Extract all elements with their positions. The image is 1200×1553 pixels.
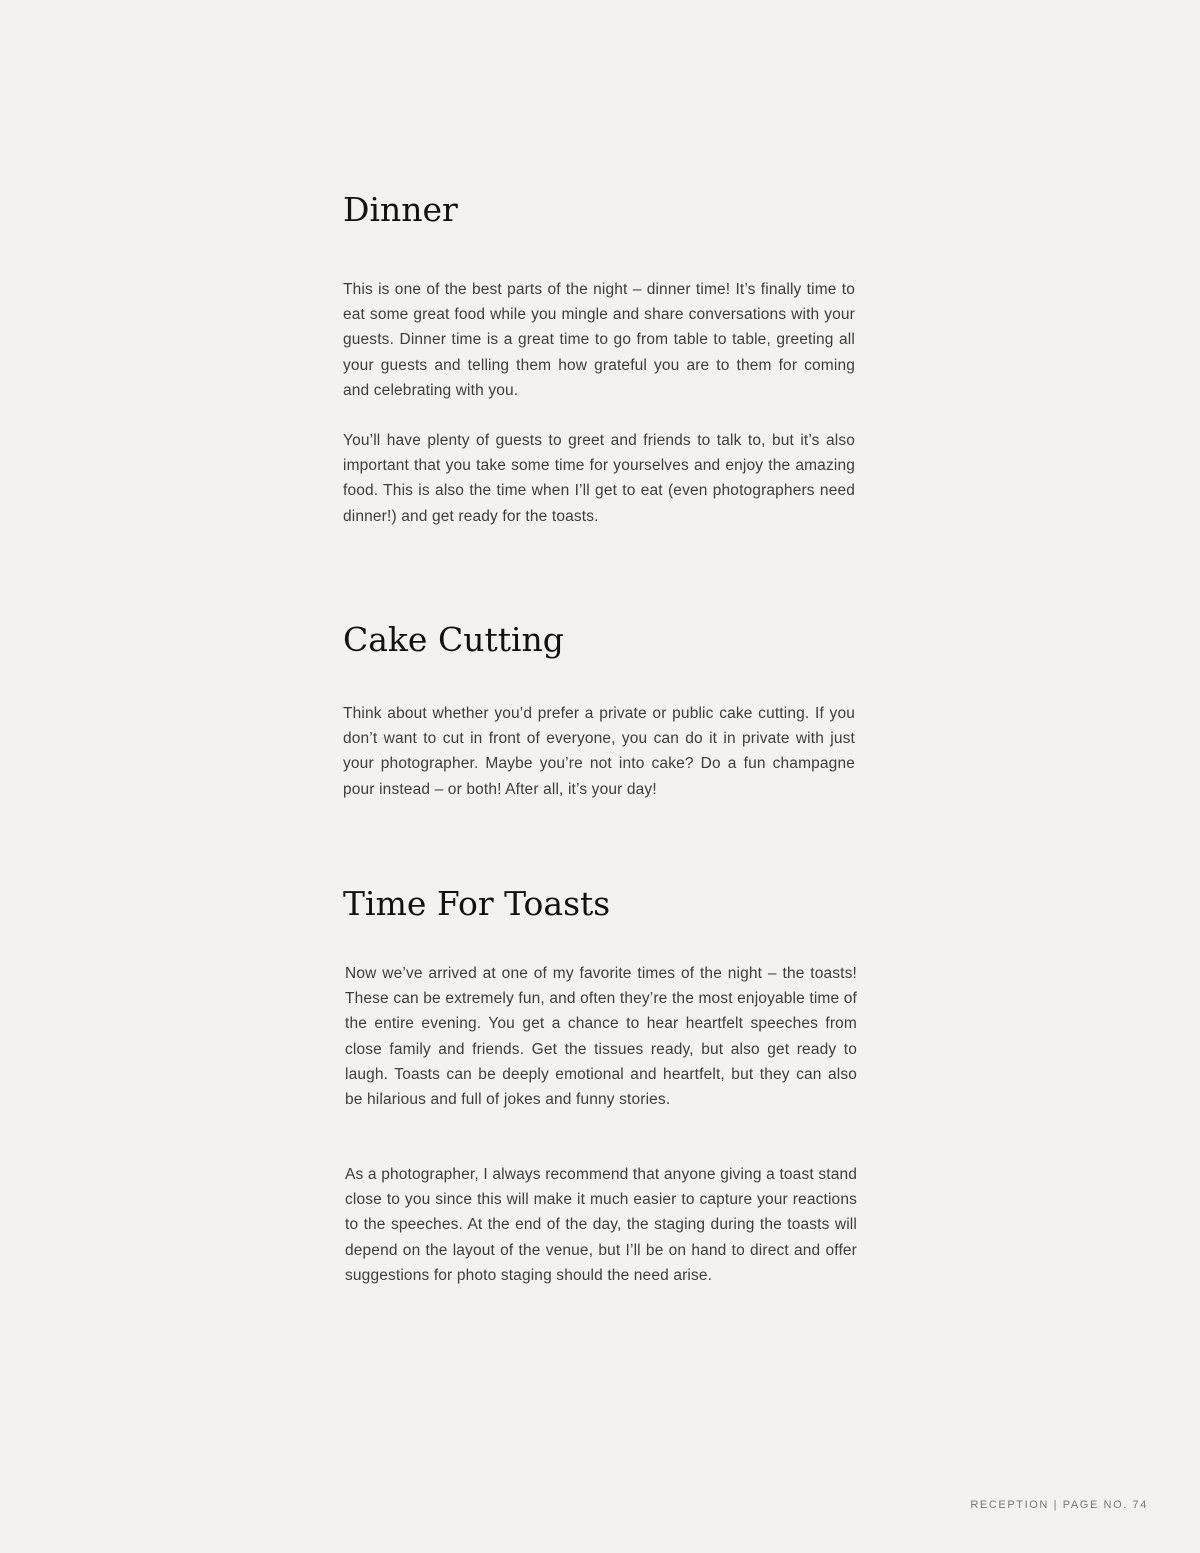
section-title-dinner: Dinner <box>343 190 458 229</box>
section-title-time-for-toasts: Time For Toasts <box>343 884 611 923</box>
toasts-paragraph-1: Now we’ve arrived at one of my favorite times of the night – the toasts! These can be extremely fun, and often they’re the most enjoyable time of the entire evening. You get a chance to hear heartfelt speeches from close family and friends. Get the tissues ready, but also get ready to laugh. Toasts can be deeply emotional and heartfelt, but they can also be hilarious and full of jokes and funny stories. <box>345 965 857 1109</box>
cake-cutting-paragraph-1: Think about whether you’d prefer a private or public cake cutting. If you don’t want to cut in front of everyone, you can do it in private with just your photographer. Maybe you’re not into cake? Do a fun champagne pour instead – or both! After all, it’s your day! <box>343 705 855 798</box>
dinner-paragraph-2: You’ll have plenty of guests to greet and friends to talk to, but it’s also important that you take some time for yourselves and enjoy the amazing food. This is also the time when I’ll get to eat (even photographers need dinner!) and get ready for the toasts. <box>343 432 855 525</box>
section-title-cake-cutting: Cake Cutting <box>343 620 564 659</box>
toasts-paragraph-2: As a photographer, I always recommend that anyone giving a toast stand close to you since this will make it much easier to capture your reactions to the speeches. At the end of the day, the staging during the toasts will depend on the layout of the venue, but I’ll be on hand to direct and offer suggestions for photo staging should the need arise. <box>345 1166 857 1284</box>
page-footer: RECEPTION | PAGE NO. 74 <box>970 1499 1148 1511</box>
dinner-paragraph-1: This is one of the best parts of the night – dinner time! It’s finally time to eat some great food while you mingle and share conversations with your guests. Dinner time is a great time to go from table to table, greeting all your guests and telling them how grateful you are to them for coming and celebrating with you. <box>343 281 855 399</box>
